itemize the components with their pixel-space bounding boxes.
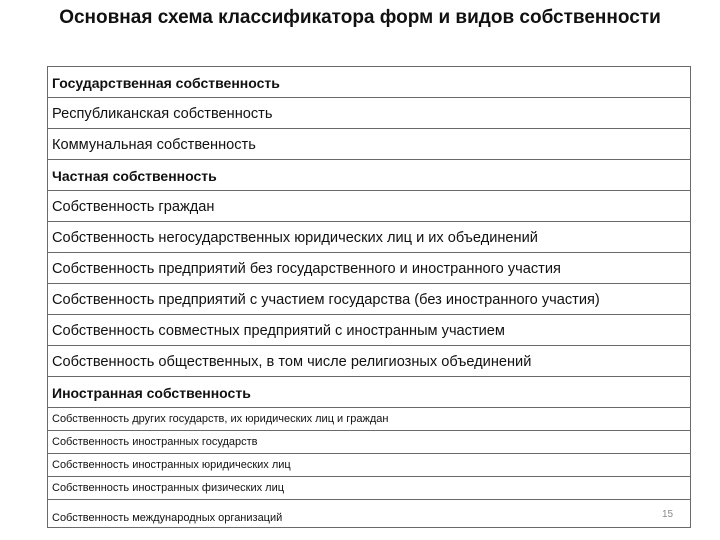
classifier-row: Собственность совместных предприятий с иностранным участием xyxy=(48,315,690,346)
classifier-row: Собственность иностранных государств xyxy=(48,431,690,454)
classifier-row: Собственность иностранных юридических лиц xyxy=(48,454,690,477)
classifier-row: Собственность международных организаций xyxy=(48,500,690,528)
classifier-row: Иностранная собственность xyxy=(48,377,690,408)
classifier-row: Собственность предприятий с участием государства (без иностранного участия) xyxy=(48,284,690,315)
classifier-row: Собственность негосударственных юридических лиц и их объединений xyxy=(48,222,690,253)
classifier-row: Собственность предприятий без государственного и иностранного участия xyxy=(48,253,690,284)
classifier-row: Собственность общественных, в том числе религиозных объединений xyxy=(48,346,690,377)
classifier-row: Частная собственность xyxy=(48,160,690,191)
classifier-row: Государственная собственность xyxy=(48,67,690,98)
classifier-table xyxy=(47,66,691,528)
classifier-row: Собственность иностранных физических лиц xyxy=(48,477,690,500)
page-number: 15 xyxy=(662,509,674,520)
classifier-row: Собственность граждан xyxy=(48,191,690,222)
classifier-row: Собственность других государств, их юридических лиц и граждан xyxy=(48,408,690,431)
classifier-row: Коммунальная собственность xyxy=(48,129,690,160)
page-title: Основная схема классификатора форм и видов собственности xyxy=(59,7,661,28)
classifier-row: Республиканская собственность xyxy=(48,98,690,129)
